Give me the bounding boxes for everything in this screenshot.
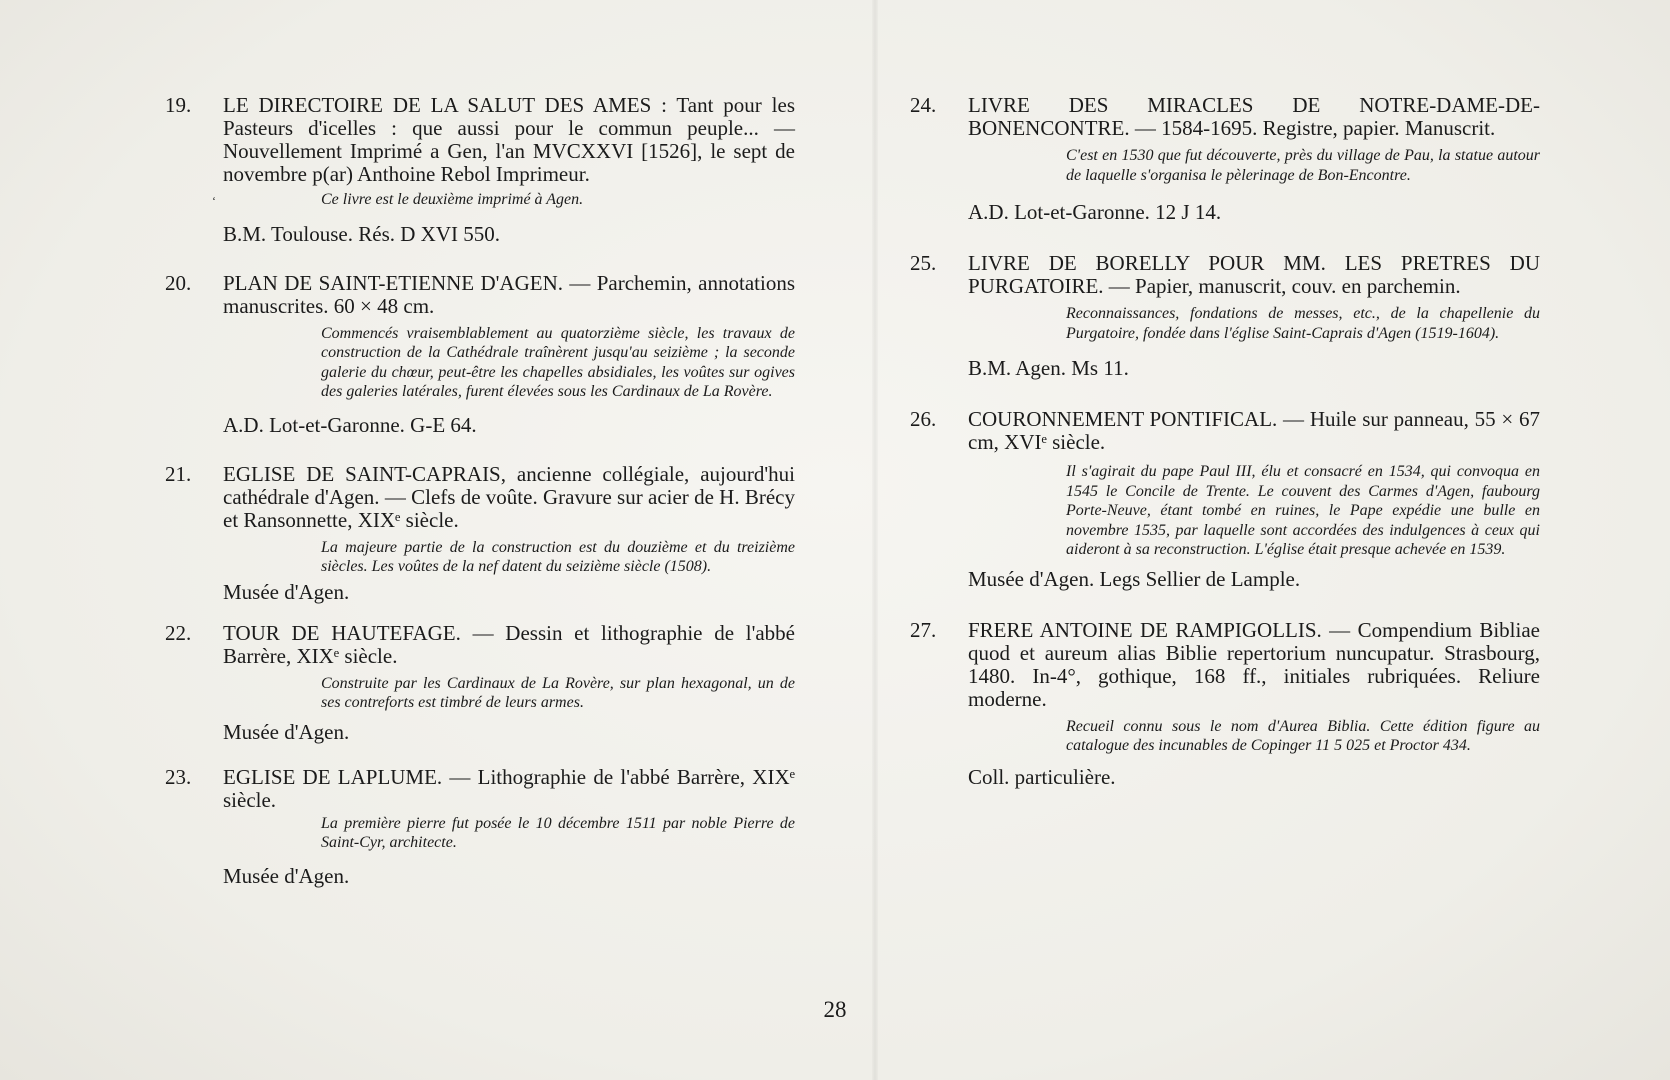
entry-number: 22. <box>165 620 192 645</box>
entry-location: B.M. Agen. Ms 11. <box>968 356 1129 380</box>
entry-note: Il s'agirait du pape Paul III, élu et consacré en 1534, qui convoqua en 1545 le Concile de Trente. Le couvent des Carmes d'Agen, faubourg Porte-Neuve, étant tombé en ruines, le Pape expédie une bulle en novembre 1535, par laquelle sont accordées des indulgences à ceux qui aideront à sa reconstruction. L'église était presque achevée en 1539. <box>1066 463 1540 558</box>
entry-note: La majeure partie de la construction est du douzième et du treizième siècles. Les voûtes de la nef datent du seizième siècle (1508). <box>321 538 795 575</box>
entry-title: LE DIRECTOIRE DE LA SALUT DES AMES : Tant pour les Pasteurs d'icelles : que aussi pour le commun peuple... — Nouvellement Imprimé a Gen, l'an MVCXXVI [1526], le sept de novembre p(ar) Anthoine Rebol Imprimeur. <box>223 93 795 186</box>
entry-title: LIVRE DES MIRACLES DE NOTRE-DAME-DE-BONENCONTRE. — 1584-1695. Registre, papier. Manuscrit. <box>968 93 1540 140</box>
left-column <box>165 94 795 888</box>
entry-location: Coll. particulière. <box>968 764 1116 789</box>
entry-number: 19. <box>165 93 192 117</box>
entry-note: La première pierre fut posée le 10 décembre 1511 par noble Pierre de Saint-Cyr, architecte. <box>321 814 795 851</box>
entry-title: PLAN DE SAINT-ETIENNE D'AGEN. — Parchemin, annotations manuscrites. 60 × 48 cm. <box>223 270 795 318</box>
entry-title: EGLISE DE LAPLUME. — Lithographie de l'abbé Barrère, XIXᵉ siècle. <box>223 764 795 812</box>
entry-location: Musée d'Agen. Legs Sellier de Lample. <box>968 566 1301 591</box>
catalog-entry-24 <box>910 94 1540 224</box>
right-column <box>910 94 1540 789</box>
entry-title: LIVRE DE BORELLY POUR MM. LES PRETRES DU PURGATOIRE. — Papier, manuscrit, couv. en parchemin. <box>968 251 1540 298</box>
catalog-entry-19 <box>165 94 795 246</box>
entry-note: Recueil connu sous le nom d'Aurea Biblia. Cette édition figure au catalogue des incunables de Copinger 11 5 025 et Proctor 434. <box>1066 717 1540 754</box>
entry-note: Ce livre est le deuxième imprimé à Agen. <box>321 191 584 208</box>
catalog-entry-20 <box>165 272 795 437</box>
catalog-entry-25 <box>910 252 1540 380</box>
entry-note: Construite par les Cardinaux de La Rovère, sur plan hexagonal, un de ses contreforts est timbré de leurs armes. <box>321 674 795 711</box>
entry-location: A.D. Lot-et-Garonne. 12 J 14. <box>968 200 1222 224</box>
page-number: 28 <box>823 997 847 1022</box>
stray-mark: ‘ <box>212 194 216 208</box>
catalog-entry-21 <box>165 463 795 604</box>
entry-title: EGLISE DE SAINT-CAPRAIS, ancienne collégiale, aujourd'hui cathédrale d'Agen. — Clefs de voûte. Gravure sur acier de H. Brécy et Ransonnette, XIXᵉ siècle. <box>223 461 795 532</box>
entry-title: TOUR DE HAUTEFAGE. — Dessin et lithographie de l'abbé Barrère, XIXᵉ siècle. <box>223 620 795 668</box>
entry-note: C'est en 1530 que fut découverte, près du village de Pau, la statue autour de laquelle s'organisa le pèlerinage de Bon-Encontre. <box>1066 147 1540 184</box>
entry-title: COURONNEMENT PONTIFICAL. — Huile sur panneau, 55 × 67 cm, XVIᵉ siècle. <box>968 407 1540 454</box>
entry-number: 23. <box>165 764 192 789</box>
entry-number: 24. <box>910 93 937 117</box>
entry-note: Reconnaissances, fondations de messes, etc., de la chapellenie du Purgatoire, fondée dans l'église Saint-Caprais d'Agen (1519-1604). <box>1066 305 1540 342</box>
catalog-entry-27 <box>910 619 1540 789</box>
entry-number: 25. <box>910 251 937 275</box>
entry-location: Musée d'Agen. <box>223 863 350 888</box>
entry-number: 21. <box>165 461 192 486</box>
entry-location: B.M. Toulouse. Rés. D XVI 550. <box>223 221 500 246</box>
entry-location: Musée d'Agen. <box>223 579 350 604</box>
entry-number: 20. <box>165 270 192 295</box>
catalog-entry-26 <box>910 408 1540 591</box>
entry-number: 27. <box>910 617 937 642</box>
entry-location: A.D. Lot-et-Garonne. G-E 64. <box>223 412 477 437</box>
entry-title: FRERE ANTOINE DE RAMPIGOLLIS. — Compendium Bibliae quod et aureum alias Biblie repertorium nuncupatur. Strasbourg, 1480. In-4°, gothique, 168 ff., initiales rubriquées. Reliure moderne. <box>968 617 1540 711</box>
entry-note: Commencés vraisemblablement au quatorzième siècle, les travaux de construction de la Cathédrale traînèrent jusqu'au seizième ; la seconde galerie du chœur, peut-être les chapelles absidiales, les voûtes sur ogives des galeries latérales, furent élevées sous les Cardinaux de La Rovère. <box>321 324 795 400</box>
entry-number: 26. <box>910 407 937 431</box>
catalog-entry-23 <box>165 766 795 888</box>
entry-location: Musée d'Agen. <box>223 719 350 744</box>
book-spine <box>872 0 878 1080</box>
catalog-entry-22 <box>165 622 795 744</box>
